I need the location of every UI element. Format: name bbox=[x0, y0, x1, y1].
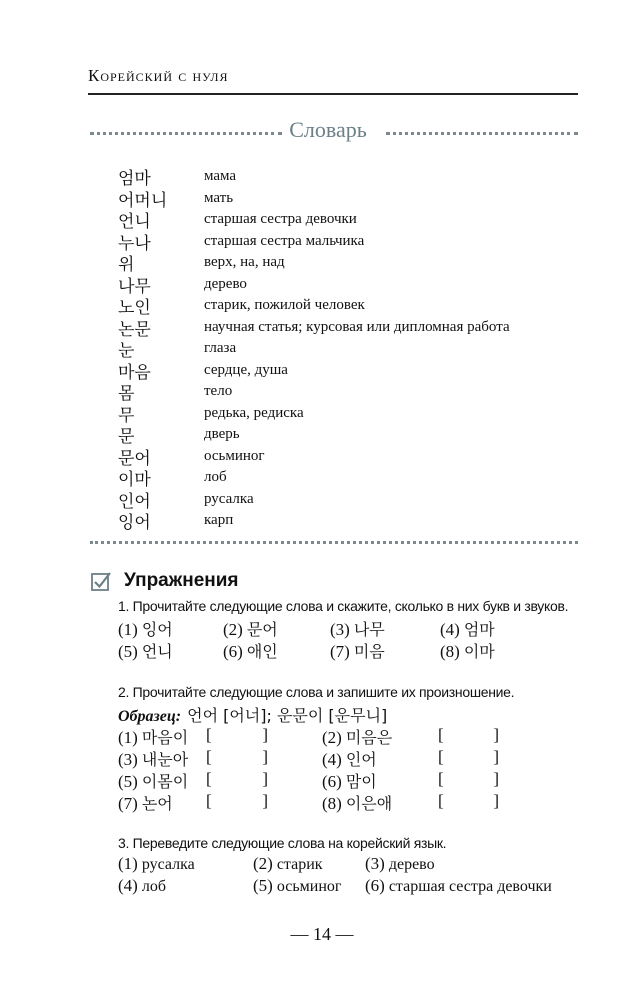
vocab-translation: тело bbox=[204, 383, 233, 400]
exercise-item bbox=[330, 639, 440, 662]
example-label: Образец: bbox=[118, 708, 182, 725]
exercise-item bbox=[118, 791, 206, 814]
item-number: (8) bbox=[440, 642, 460, 661]
exercise-3-task: 3. Переведите следующие слова на корейский язык. bbox=[118, 835, 447, 851]
exercise-item bbox=[330, 617, 440, 640]
vocab-row bbox=[118, 188, 510, 210]
answer-bracket[interactable] bbox=[206, 769, 268, 792]
header-rule bbox=[88, 93, 578, 95]
bracket-close: ] bbox=[493, 791, 499, 810]
example-text: 언어 [어너]; 운문이 [운무니] bbox=[187, 706, 388, 725]
vocab-row bbox=[118, 403, 510, 425]
answer-bracket[interactable] bbox=[438, 725, 499, 748]
bracket-close: ] bbox=[493, 747, 499, 766]
bracket-open: [ bbox=[438, 791, 444, 810]
bracket-close: ] bbox=[262, 791, 268, 810]
vocab-row bbox=[118, 467, 510, 489]
vocab-row bbox=[118, 317, 510, 339]
vocab-row bbox=[118, 209, 510, 231]
exercise-item bbox=[365, 854, 435, 874]
exercise-2-row bbox=[118, 791, 499, 814]
exercise-2-example bbox=[118, 703, 387, 726]
exercise-item bbox=[223, 617, 330, 640]
vocab-korean: 무 bbox=[118, 405, 135, 426]
vocab-korean: 누나 bbox=[118, 233, 151, 254]
bracket-close: ] bbox=[493, 769, 499, 788]
vocab-translation: верх, на, над bbox=[204, 254, 285, 271]
bracket-close: ] bbox=[262, 769, 268, 788]
exercise-item bbox=[118, 639, 223, 662]
vocab-translation: старшая сестра девочки bbox=[204, 211, 357, 228]
checkbox-checked-icon bbox=[90, 570, 112, 592]
item-number: (8) bbox=[322, 794, 342, 813]
vocab-row bbox=[118, 231, 510, 253]
vocab-row bbox=[118, 166, 510, 188]
exercise-item bbox=[322, 747, 438, 770]
answer-bracket[interactable] bbox=[438, 747, 499, 770]
item-word: 엄마 bbox=[463, 620, 495, 639]
exercise-item bbox=[253, 854, 365, 874]
vocab-korean: 논문 bbox=[118, 319, 151, 340]
item-number: (6) bbox=[322, 772, 342, 791]
exercise-item bbox=[118, 747, 206, 770]
vocab-translation: сердце, душа bbox=[204, 361, 288, 378]
item-word: 내눈아 bbox=[141, 750, 189, 769]
vocab-korean: 어머니 bbox=[118, 190, 168, 211]
dotted-divider-bottom bbox=[90, 541, 578, 544]
item-word: 잉어 bbox=[141, 620, 173, 639]
vocab-korean: 언니 bbox=[118, 212, 151, 233]
exercise-item bbox=[322, 769, 438, 792]
exercise-1-task: 1. Прочитайте следующие слова и скажите, сколько в них букв и звуков. bbox=[118, 598, 569, 614]
exercise-item bbox=[440, 617, 495, 640]
vocab-translation: глаза bbox=[204, 340, 237, 357]
item-word: осьминог bbox=[276, 878, 342, 895]
exercise-2-row bbox=[118, 725, 499, 748]
item-number: (4) bbox=[440, 620, 460, 639]
vocab-row bbox=[118, 338, 510, 360]
vocab-translation: мать bbox=[204, 189, 234, 206]
item-number: (5) bbox=[253, 876, 273, 895]
bracket-open: [ bbox=[438, 725, 444, 744]
vocabulary-title: Словарь bbox=[289, 117, 367, 142]
vocab-translation: мама bbox=[204, 168, 237, 185]
vocab-translation: карп bbox=[204, 512, 234, 529]
vocab-translation: лоб bbox=[204, 469, 227, 486]
vocab-row bbox=[118, 424, 510, 446]
answer-bracket[interactable] bbox=[206, 791, 268, 814]
vocab-row bbox=[118, 360, 510, 382]
exercise-item bbox=[118, 769, 206, 792]
item-number: (7) bbox=[330, 642, 350, 661]
exercise-3-row bbox=[118, 876, 552, 896]
exercise-item bbox=[322, 725, 438, 748]
dotted-divider-left bbox=[90, 132, 282, 135]
vocab-korean: 엄마 bbox=[118, 169, 151, 190]
vocab-translation: старик, пожилой человек bbox=[204, 297, 365, 314]
bracket-open: [ bbox=[438, 747, 444, 766]
vocab-translation: дверь bbox=[204, 426, 240, 443]
bracket-close: ] bbox=[262, 747, 268, 766]
running-title: Корейский с нуля bbox=[88, 66, 229, 85]
answer-bracket[interactable] bbox=[206, 725, 268, 748]
vocab-korean: 인어 bbox=[118, 491, 151, 512]
item-number: (1) bbox=[118, 728, 138, 747]
vocab-korean: 문 bbox=[118, 427, 135, 448]
item-number: (2) bbox=[223, 620, 243, 639]
exercise-1-row bbox=[118, 617, 495, 640]
exercise-2-row bbox=[118, 747, 499, 770]
answer-bracket[interactable] bbox=[438, 769, 499, 792]
vocab-translation: научная статья; курсовая или дипломная работа bbox=[204, 318, 510, 335]
bracket-open: [ bbox=[438, 769, 444, 788]
vocab-row bbox=[118, 446, 510, 468]
exercise-item bbox=[118, 725, 206, 748]
item-number: (2) bbox=[253, 854, 273, 873]
exercise-item bbox=[223, 639, 330, 662]
item-number: (5) bbox=[118, 772, 138, 791]
exercise-1-row bbox=[118, 639, 495, 662]
vocab-translation: редька, редиска bbox=[204, 404, 304, 421]
dotted-divider-right bbox=[386, 132, 578, 135]
vocab-korean: 눈 bbox=[118, 341, 135, 362]
item-word: 맘이 bbox=[345, 772, 377, 791]
vocab-korean: 나무 bbox=[118, 276, 151, 297]
item-number: (4) bbox=[118, 876, 138, 895]
item-word: 미음은 bbox=[345, 728, 393, 747]
vocab-korean: 잉어 bbox=[118, 513, 151, 534]
vocabulary-list bbox=[118, 166, 510, 532]
item-number: (7) bbox=[118, 794, 138, 813]
bracket-open: [ bbox=[206, 791, 212, 810]
item-number: (6) bbox=[223, 642, 243, 661]
vocab-row bbox=[118, 489, 510, 511]
item-word: 이마 bbox=[463, 642, 495, 661]
page-number: — 14 — bbox=[290, 924, 354, 944]
item-number: (1) bbox=[118, 854, 138, 873]
item-word: старик bbox=[276, 856, 323, 873]
vocab-korean: 이마 bbox=[118, 470, 151, 491]
item-word: 언니 bbox=[141, 642, 173, 661]
answer-bracket[interactable] bbox=[206, 747, 268, 770]
item-word: 애인 bbox=[246, 642, 278, 661]
item-number: (4) bbox=[322, 750, 342, 769]
item-number: (3) bbox=[118, 750, 138, 769]
exercise-item bbox=[118, 617, 223, 640]
exercise-2-task: 2. Прочитайте следующие слова и запишите их произношение. bbox=[118, 684, 515, 700]
item-word: 이은애 bbox=[345, 794, 393, 813]
item-number: (6) bbox=[365, 876, 385, 895]
bracket-open: [ bbox=[206, 769, 212, 788]
vocab-row bbox=[118, 295, 510, 317]
bracket-open: [ bbox=[206, 725, 212, 744]
item-word: 미음 bbox=[353, 642, 385, 661]
item-word: дерево bbox=[388, 856, 435, 873]
vocab-korean: 몸 bbox=[118, 384, 135, 405]
vocab-translation: русалка bbox=[204, 490, 254, 507]
item-number: (5) bbox=[118, 642, 138, 661]
vocab-row bbox=[118, 252, 510, 274]
vocab-row bbox=[118, 274, 510, 296]
exercise-item bbox=[322, 791, 438, 814]
vocab-korean: 문어 bbox=[118, 448, 151, 469]
vocab-translation: дерево bbox=[204, 275, 247, 292]
exercises-title: Упражнения bbox=[124, 570, 239, 591]
vocab-row bbox=[118, 381, 510, 403]
answer-bracket[interactable] bbox=[438, 791, 499, 814]
bracket-close: ] bbox=[262, 725, 268, 744]
item-number: (2) bbox=[322, 728, 342, 747]
bracket-close: ] bbox=[493, 725, 499, 744]
exercise-item bbox=[118, 854, 253, 874]
exercise-item bbox=[118, 876, 253, 896]
item-word: 논어 bbox=[141, 794, 173, 813]
vocab-korean: 위 bbox=[118, 255, 135, 276]
vocab-translation: старшая сестра мальчика bbox=[204, 232, 365, 249]
item-word: 인어 bbox=[345, 750, 377, 769]
vocab-korean: 마음 bbox=[118, 362, 151, 383]
vocab-translation: осьминог bbox=[204, 447, 265, 464]
item-word: 마음이 bbox=[141, 728, 189, 747]
item-word: 나무 bbox=[353, 620, 385, 639]
vocab-row bbox=[118, 510, 510, 532]
item-number: (3) bbox=[365, 854, 385, 873]
item-word: 이몸이 bbox=[141, 772, 189, 791]
item-word: старшая сестра девочки bbox=[388, 878, 552, 895]
item-number: (1) bbox=[118, 620, 138, 639]
vocab-korean: 노인 bbox=[118, 298, 151, 319]
bracket-open: [ bbox=[206, 747, 212, 766]
item-word: 문어 bbox=[246, 620, 278, 639]
exercise-2-row bbox=[118, 769, 499, 792]
exercise-item bbox=[365, 876, 552, 896]
item-word: лоб bbox=[141, 878, 166, 895]
item-word: русалка bbox=[141, 856, 195, 873]
exercise-item bbox=[253, 876, 365, 896]
exercise-3-row bbox=[118, 854, 435, 874]
exercise-item bbox=[440, 639, 495, 662]
item-number: (3) bbox=[330, 620, 350, 639]
